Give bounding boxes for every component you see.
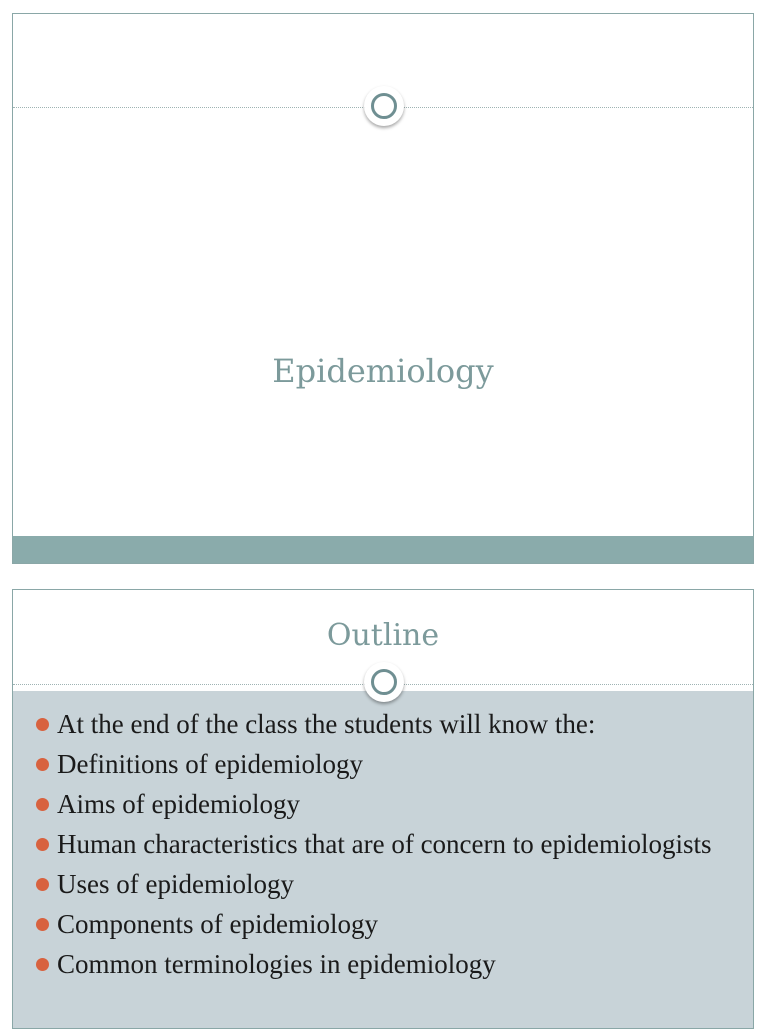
ring-ornament-icon	[364, 662, 404, 702]
bullet-dot-icon	[36, 958, 49, 971]
content-panel	[13, 691, 753, 1028]
slide-title: Outline	[326, 618, 440, 653]
bullet-dot-icon	[36, 798, 49, 811]
bullet-dot-icon	[36, 838, 49, 851]
bullet-item	[33, 827, 733, 862]
ring-ornament-icon	[364, 86, 404, 126]
title-slide	[12, 13, 754, 564]
bullet-item	[33, 867, 733, 902]
outline-slide	[12, 589, 754, 1029]
bullet-text: Common terminologies in epidemiology	[57, 949, 496, 979]
bullet-dot-icon	[36, 718, 49, 731]
bullet-item	[33, 707, 733, 742]
bullet-dot-icon	[36, 758, 49, 771]
footer-band	[13, 536, 753, 563]
bullet-item	[33, 787, 733, 822]
bullet-text: Definitions of epidemiology	[57, 749, 363, 779]
bullet-list	[33, 707, 733, 987]
bullet-text: At the end of the class the students will know the:	[57, 709, 596, 739]
bullet-text: Components of epidemiology	[57, 909, 378, 939]
bullet-dot-icon	[36, 878, 49, 891]
slide-title: Epidemiology	[272, 352, 494, 390]
bullet-text: Uses of epidemiology	[57, 869, 294, 899]
bullet-text: Human characteristics that are of concern to epidemiologists	[57, 829, 712, 859]
bullet-text: Aims of epidemiology	[57, 789, 300, 819]
bullet-item	[33, 907, 733, 942]
bullet-item	[33, 947, 733, 982]
bullet-item	[33, 747, 733, 782]
bullet-dot-icon	[36, 918, 49, 931]
